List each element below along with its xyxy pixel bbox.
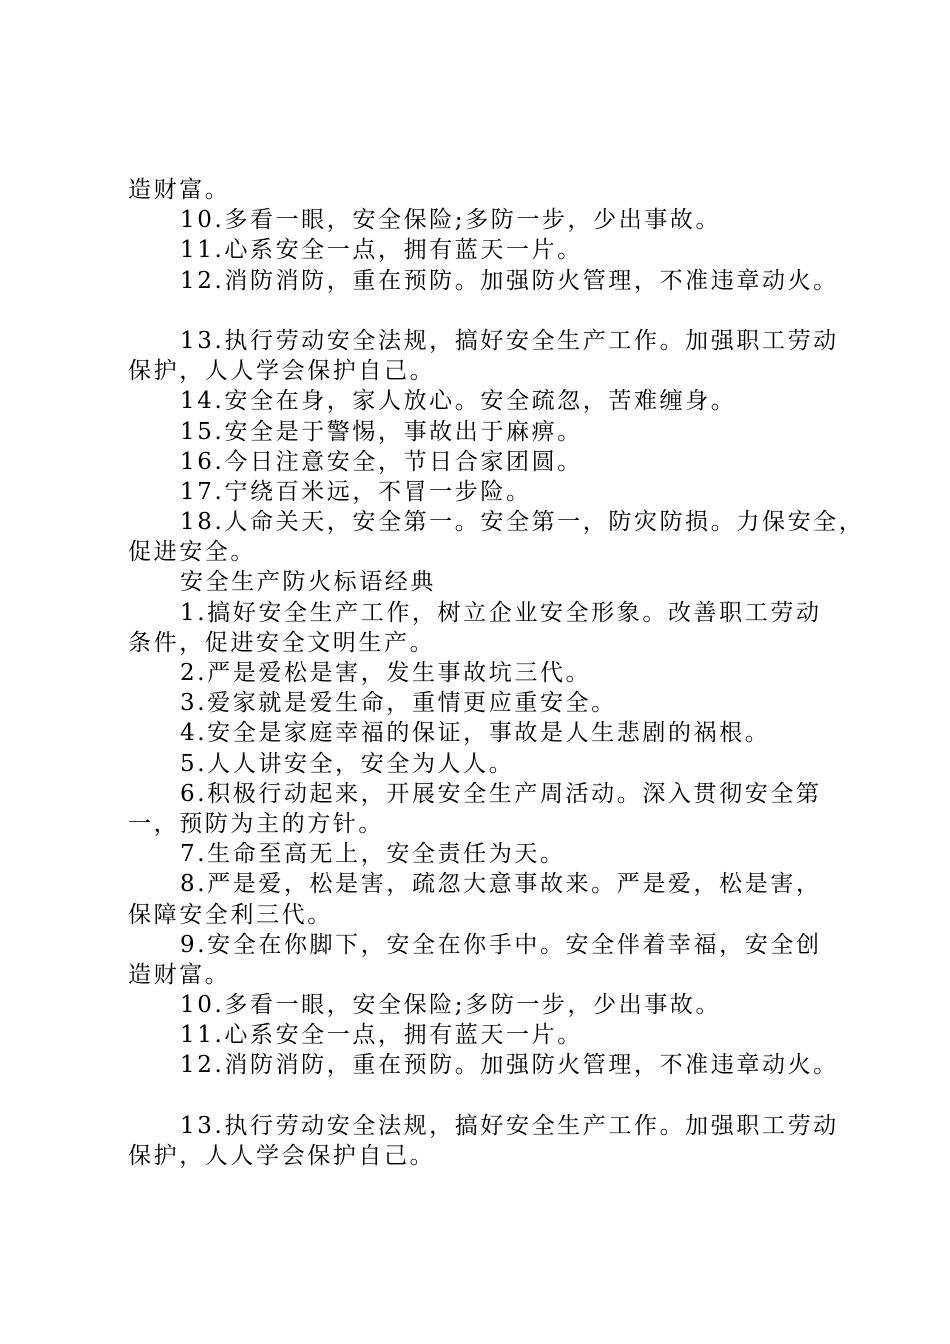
text-line: 安全生产防火标语经典 [180, 569, 436, 596]
text-line: 保护，人人学会保护自己。 [128, 1143, 436, 1169]
text-line: 9.安全在你脚下，安全在你手中。安全伴着幸福，安全创 [180, 931, 822, 958]
text-line: 12.消防消防，重在预防。加强防火管理，不准违章动火。 [180, 267, 839, 294]
text-line: 16.今日注意安全，节日合家团圆。 [180, 448, 583, 475]
text-line: 15.安全是于警惕，事故出于麻痹。 [180, 418, 583, 445]
text-line: 13.执行劳动安全法规，搞好安全生产工作。加强职工劳动 [180, 1112, 839, 1139]
text-line: 10.多看一眼，安全保险;多防一步，少出事故。 [180, 207, 722, 234]
document-body [128, 175, 865, 1171]
text-line: 11.心系安全一点，拥有蓝天一片。 [180, 237, 583, 264]
text-line: 2.严是爱松是害，发生事故坑三代。 [180, 660, 592, 686]
text-line: 保护，人人学会保护自己。 [128, 358, 436, 385]
text-line: 条件，促进安全文明生产。 [128, 629, 436, 656]
text-line: 14.安全在身，家人放心。安全疏忽，苦难缠身。 [180, 388, 737, 415]
text-line: 5.人人讲安全，安全为人人。 [180, 750, 515, 777]
text-line: 6.积极行动起来，开展安全生产周活动。深入贯彻安全第 [180, 780, 822, 807]
text-line: 12.消防消防，重在预防。加强防火管理，不准违章动火。 [180, 1052, 839, 1079]
text-line: 造财富。 [128, 177, 231, 203]
blank-line [128, 1081, 848, 1111]
blank-line [128, 296, 848, 326]
text-line: 促进安全。 [128, 539, 256, 566]
text-line: 13.执行劳动安全法规，搞好安全生产工作。加强职工劳动 [180, 327, 839, 354]
text-line: 4.安全是家庭幸福的保证，事故是人生悲剧的祸根。 [180, 720, 771, 747]
text-line: 11.心系安全一点，拥有蓝天一片。 [180, 1022, 583, 1049]
text-line: 18.人命关天，安全第一。安全第一，防灾防损。力保安全， [180, 509, 865, 536]
text-line: 保障安全利三代。 [128, 901, 333, 928]
text-line: 7.生命至高无上，安全责任为天。 [180, 841, 566, 868]
text-line: 17.宁绕百米远，不冒一步险。 [180, 478, 532, 505]
text-line: 10.多看一眼，安全保险;多防一步，少出事故。 [180, 992, 722, 1019]
text-line: 3.爱家就是爱生命，重情更应重安全。 [180, 690, 617, 717]
text-line: 1.搞好安全生产工作，树立企业安全形象。改善职工劳动 [180, 599, 822, 626]
text-line: 造财富。 [128, 961, 231, 988]
text-line: 8.严是爱，松是害，疏忽大意事故来。严是爱，松是害， [180, 871, 822, 898]
text-line: 一，预防为主的方针。 [128, 810, 384, 837]
